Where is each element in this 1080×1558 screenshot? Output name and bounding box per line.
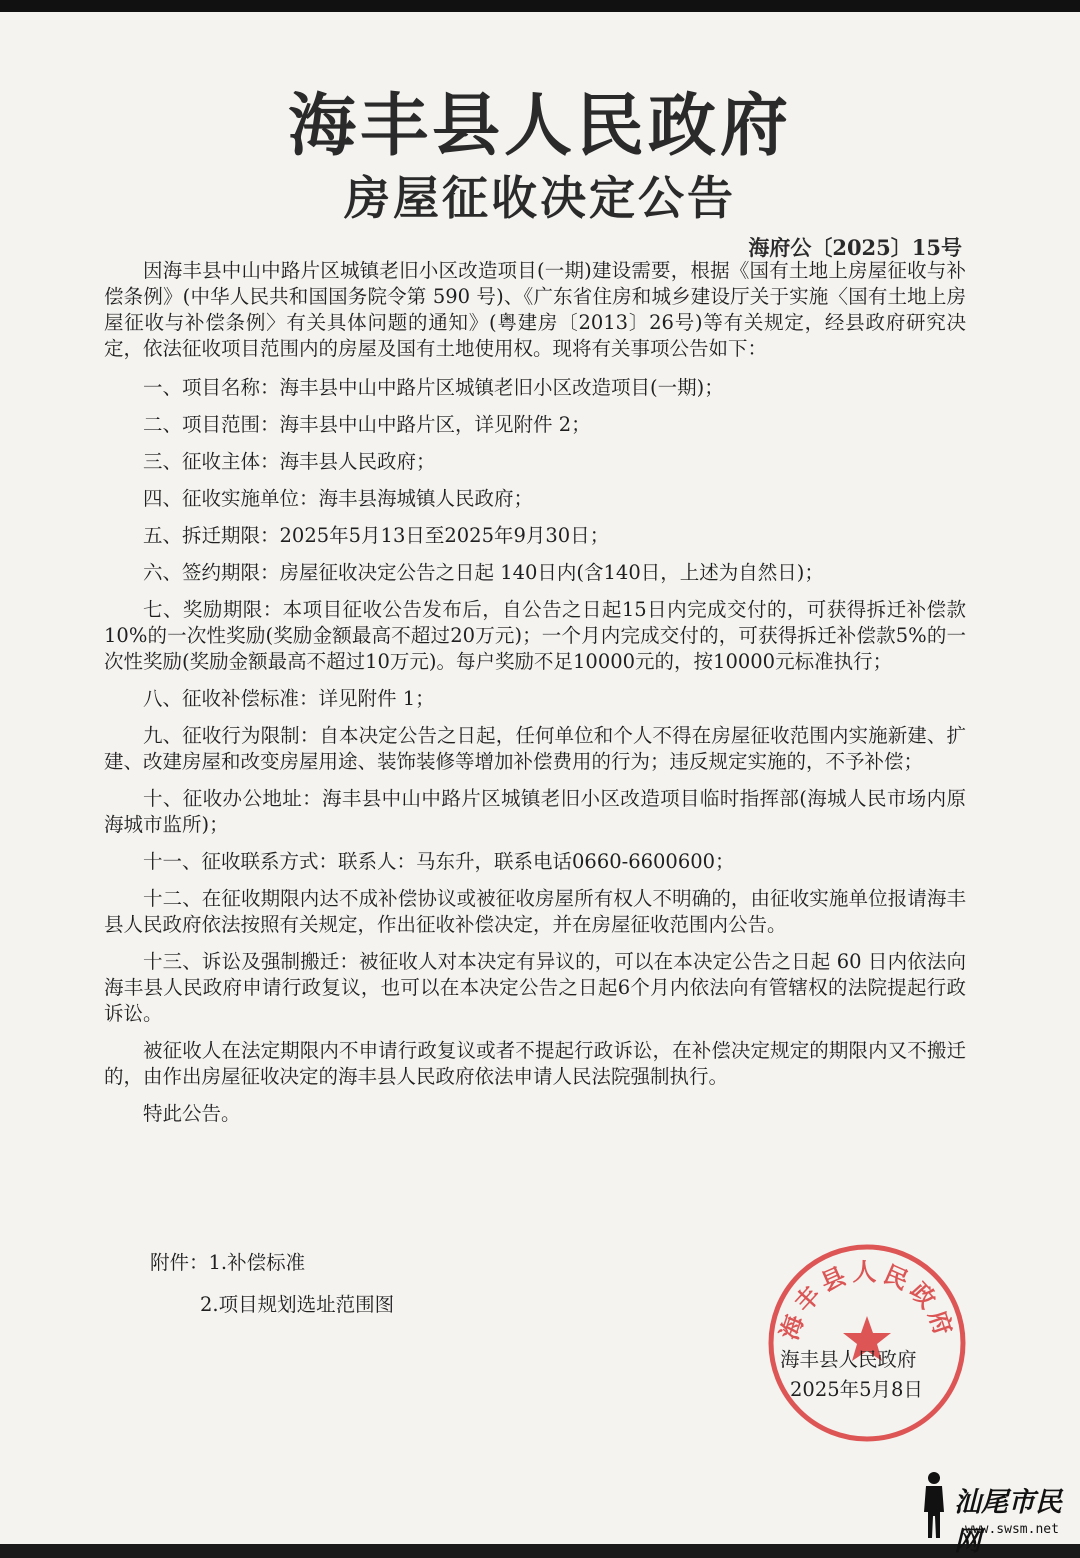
item-paragraph-2: 二、项目范围：海丰县中山中路片区，详见附件 2； — [143, 413, 591, 436]
item-paragraph-7: 七、奖励期限：本项目征收公告发布后，自公告之日起15日内完成交付的，可获得拆迁补偿款10%的一次性奖励(奖励金额最高不超过20万元)；一个月内完成交付的，可获得拆迁补偿款5%的一次性奖励(奖励金额最高不超过10万元)。每户奖励不足10000元的，按10000元标准执行； — [104, 598, 966, 673]
seal-text: 海丰县人民政府 — [774, 1257, 960, 1344]
item-paragraph-12: 十二、在征收期限内达不成补偿协议或被征收房屋所有权人不明确的，由征收实施单位报请海丰县人民政府依法按照有关规定，作出征收补偿决定，并在房屋征收范围内公告。 — [104, 887, 966, 936]
item-paragraph-1: 一、项目名称：海丰县中山中路片区城镇老旧小区改造项目(一期)； — [143, 376, 724, 399]
item-paragraph-9: 九、征收行为限制：自本决定公告之日起，任何单位和个人不得在房屋征收范围内实施新建、扩建、改建房屋和改变房屋用途、装饰装修等增加补偿费用的行为；违反规定实施的，不予补偿； — [104, 724, 966, 773]
notice-title: 房屋征收决定公告 — [344, 171, 736, 225]
attachment-1: 附件：1.补偿标准 — [150, 1251, 306, 1274]
issuer-title: 海丰县人民政府 — [287, 86, 792, 166]
item-paragraph-4: 四、征收实施单位：海丰县海城镇人民政府； — [143, 487, 534, 510]
signature-org: 海丰县人民政府 — [780, 1348, 917, 1371]
top-bar — [0, 0, 1080, 12]
notice-closing: 特此公告。 — [143, 1102, 241, 1125]
attachment-2: 2.项目规划选址范围图 — [200, 1293, 395, 1316]
item-paragraph-3: 三、征收主体：海丰县人民政府； — [143, 450, 436, 473]
signature-date: 2025年5月8日 — [790, 1378, 923, 1401]
item-paragraph-8: 八、征收补偿标准：详见附件 1； — [143, 687, 435, 710]
notice-body — [104, 258, 966, 1138]
intro-paragraph: 因海丰县中山中路片区城镇老旧小区改造项目(一期)建设需要，根据《国有土地上房屋征收与补偿条例》(中华人民共和国国务院令第 590 号)、《广东省住房和城乡建设厅关于实施〈国有土地上房屋征收与补偿条例〉有关具体问题的通知》(粤建房〔2013〕26号)等有关规定，经县政府研究决定，依法征收项目范围内的房屋及国有土地使用权。现将有关事项公告如下： — [104, 259, 966, 360]
document-number: 海府公〔2025〕15号 — [748, 235, 962, 260]
item-paragraph-13: 十三、诉讼及强制搬迁：被征收人对本决定有异议的，可以在本决定公告之日起 60 日内依法向海丰县人民政府申请行政复议，也可以在本决定公告之日起6个月内依法向有管辖权的法院提起行政诉讼。 — [104, 950, 966, 1025]
watermark-url: www.swsm.net — [965, 1522, 1059, 1537]
item-paragraph-11: 十一、征收联系方式：联系人：马东升，联系电话0660-6600600； — [143, 850, 735, 873]
closing-paragraph: 被征收人在法定期限内不申请行政复议或者不提起行政诉讼，在补偿决定规定的期限内又不搬迁的，由作出房屋征收决定的海丰县人民政府依法申请人民法院强制执行。 — [104, 1039, 966, 1088]
item-paragraph-5: 五、拆迁期限：2025年5月13日至2025年9月30日； — [143, 524, 610, 547]
item-paragraph-10: 十、征收办公地址：海丰县中山中路片区城镇老旧小区改造项目临时指挥部(海城人民市场内原海城市监所)； — [104, 787, 966, 836]
watermark-brand: 汕尾市民网 — [954, 1487, 1062, 1557]
official-seal-icon — [762, 1238, 972, 1448]
item-paragraph-6: 六、签约期限：房屋征收决定公告之日起 140日内(含140日，上述为自然日)； — [143, 561, 824, 584]
